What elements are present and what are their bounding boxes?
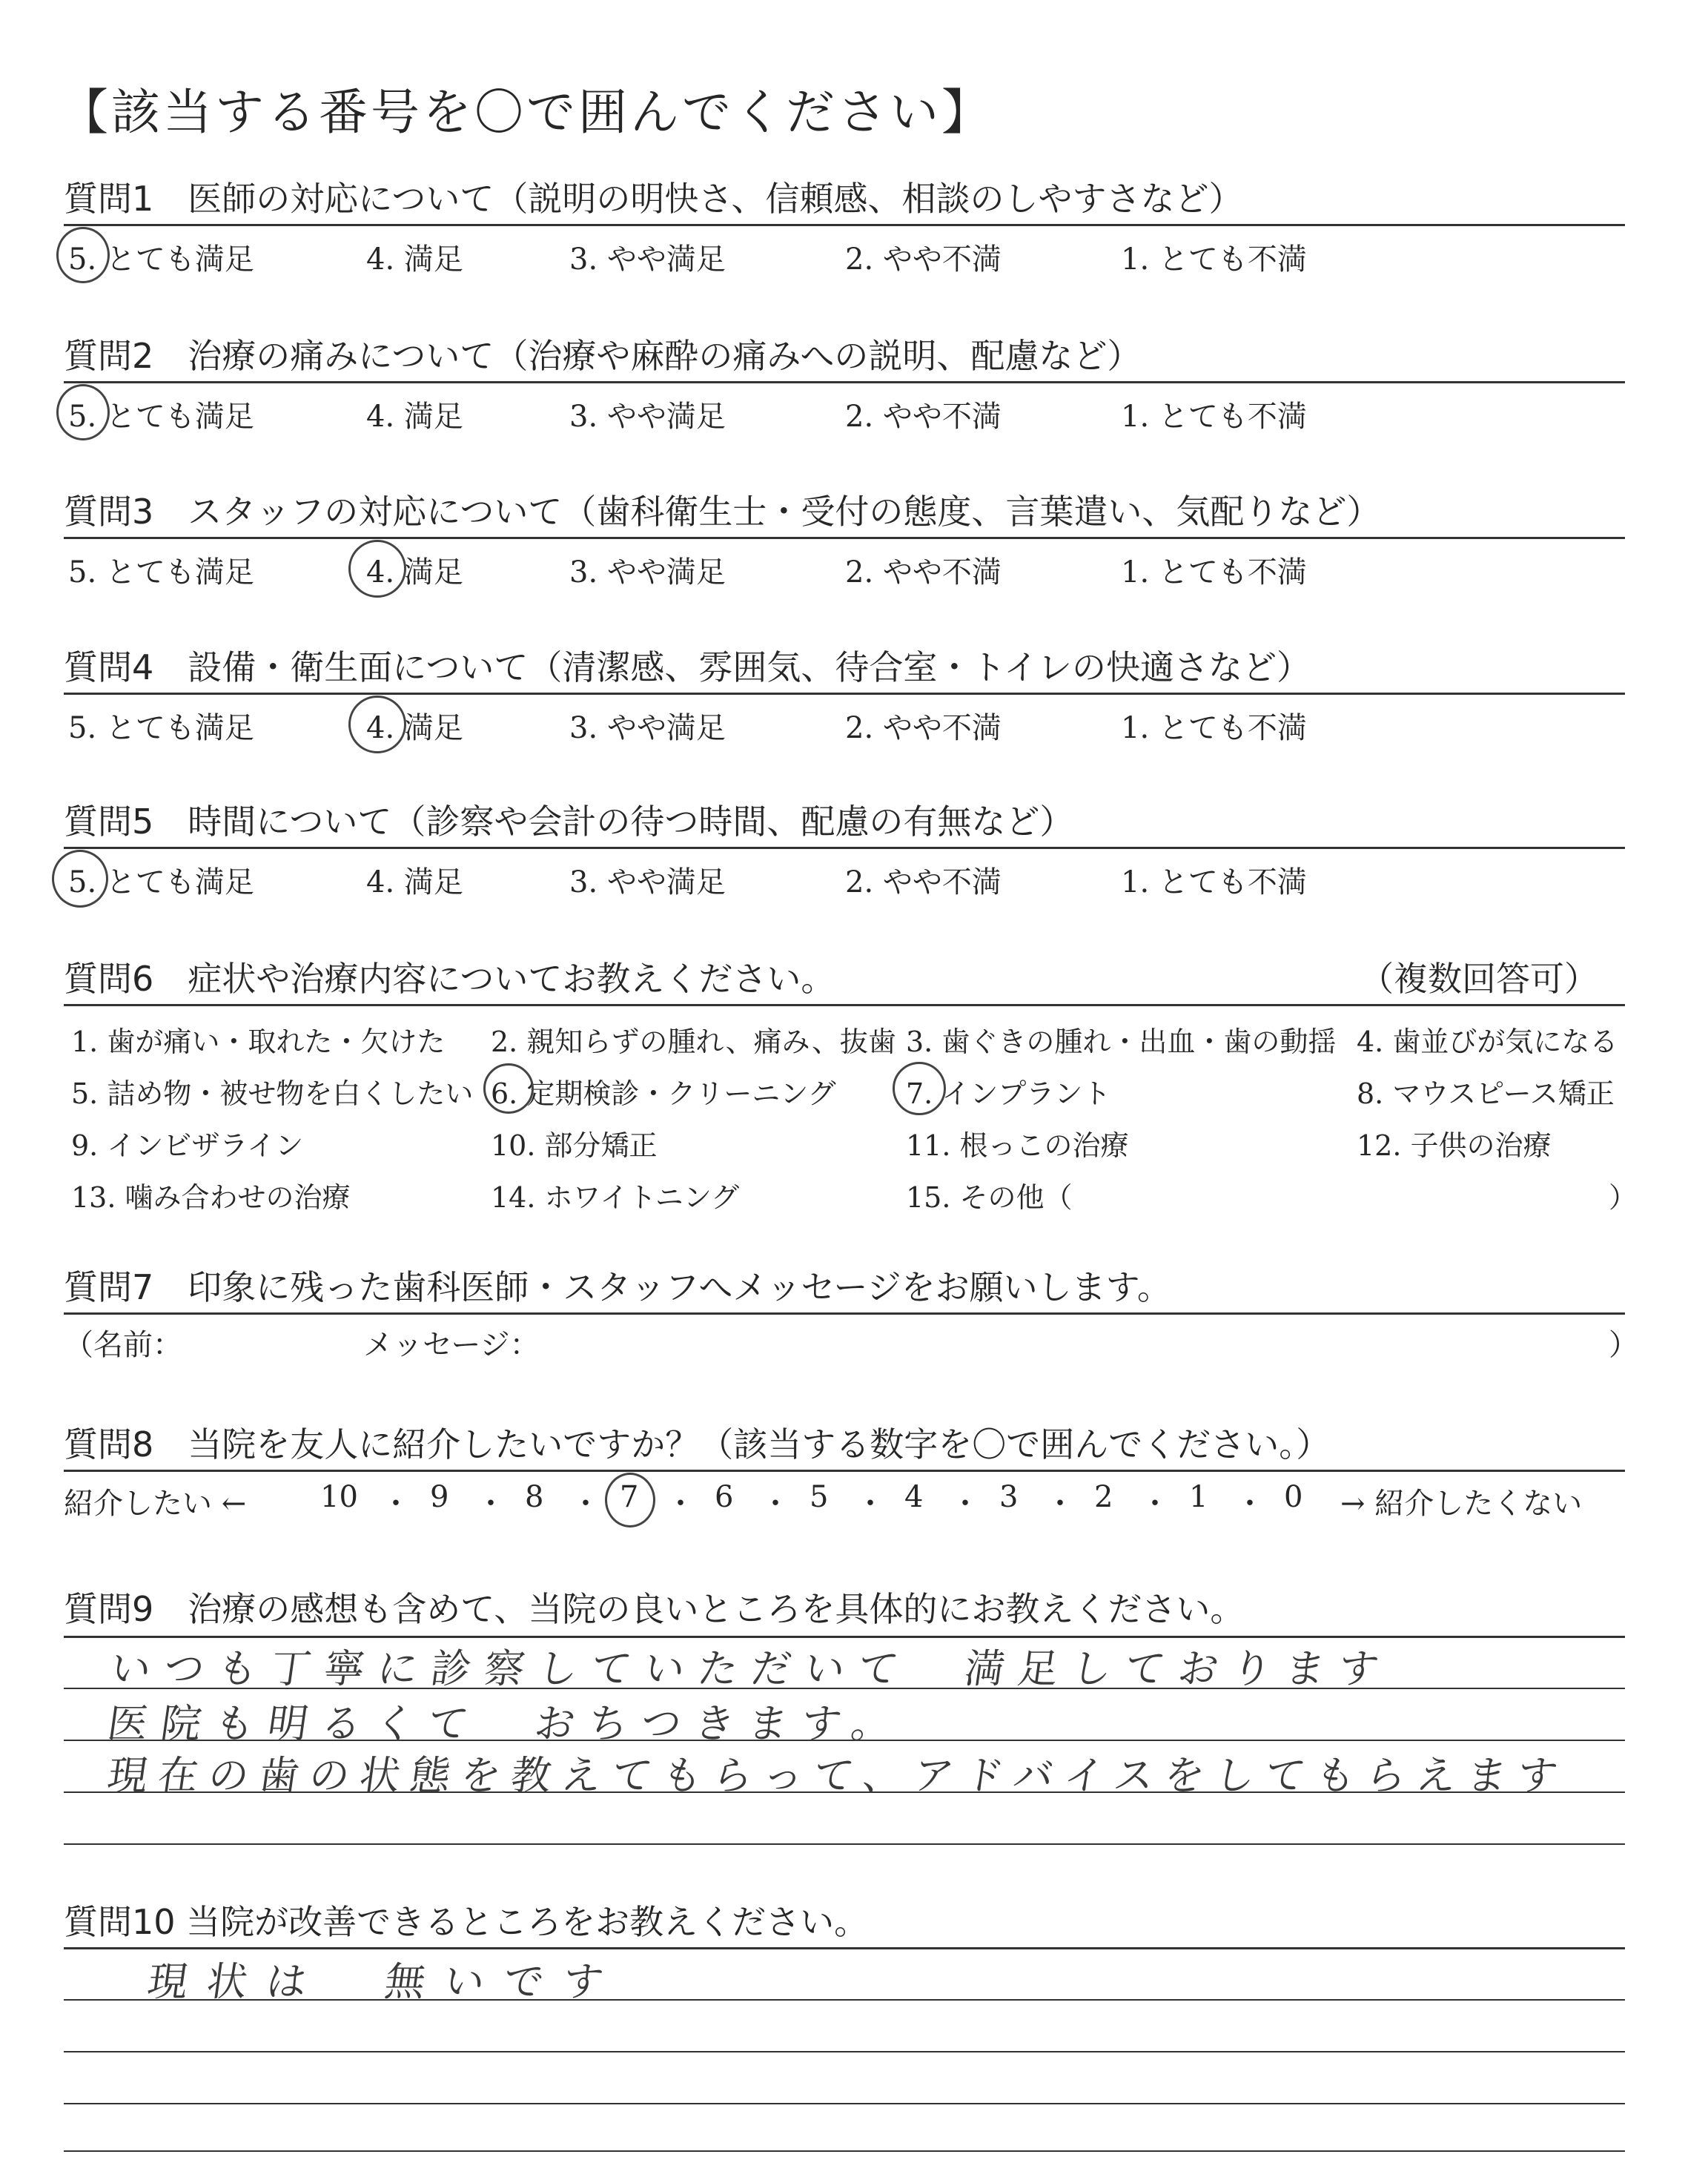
q6-item-6[interactable]: 6. 定期検診・クリーニング (491, 1077, 836, 1110)
q1-option-4[interactable]: 4. 満足 (366, 242, 463, 277)
q6-other-close: ） (1609, 1181, 1638, 1214)
q6-item-12[interactable]: 12. 子供の治療 (1357, 1129, 1552, 1162)
q6-item-10[interactable]: 10. 部分矯正 (491, 1129, 658, 1162)
q5-option-2[interactable]: 2. やや不満 (845, 865, 1002, 899)
q1-selection-circle (56, 227, 110, 283)
q6-item-2[interactable]: 2. 親知らずの腫れ、痛み、抜歯 (491, 1025, 896, 1058)
q8-scale-dot: ・ (571, 1487, 600, 1521)
q3-heading: 質問3 スタッフの対応について（歯科衛生士・受付の態度、言葉遣い、気配りなど） (64, 492, 1381, 532)
q3-selection-circle (348, 540, 406, 598)
q6-selection-circle-7 (893, 1062, 946, 1115)
q7-heading: 質問7 印象に残った歯科医師・スタッフへメッセージをお願いします。 (64, 1267, 1171, 1307)
q1-option-2[interactable]: 2. やや不満 (845, 242, 1002, 277)
q8-scale-8[interactable]: 8 (525, 1480, 544, 1514)
q8-scale-9[interactable]: 9 (430, 1480, 449, 1514)
q6-item-1[interactable]: 1. 歯が痛い・取れた・欠けた (71, 1025, 446, 1058)
q6-rule (64, 1004, 1625, 1006)
q8-heading: 質問8 当院を友人に紹介したいですか？（該当する数字を〇で囲んでください。） (64, 1424, 1331, 1464)
q7-rule (64, 1312, 1625, 1315)
q6-item-9[interactable]: 9. インビザライン (71, 1129, 304, 1162)
q6-item-13[interactable]: 13. 噛み合わせの治療 (71, 1181, 351, 1214)
q7-close: ） (1609, 1328, 1638, 1362)
q6-item-15[interactable]: 15. その他（ (906, 1181, 1073, 1214)
q3-option-1[interactable]: 1. とても不満 (1121, 555, 1307, 589)
q9-answer-line-3: 現在の歯の状態を教えてもらって、アドバイスをしてもらえます (105, 1752, 1572, 1799)
q4-heading: 質問4 設備・衛生面について（清潔感、雰囲気、待合室・トイレの快適さなど） (64, 647, 1311, 687)
q3-rule (64, 537, 1625, 539)
q2-option-1[interactable]: 1. とても不満 (1121, 400, 1307, 434)
q5-option-5[interactable]: 5. とても満足 (68, 865, 254, 899)
q2-option-5[interactable]: 5. とても満足 (68, 400, 254, 434)
q8-scale-4[interactable]: 4 (904, 1480, 924, 1514)
q2-option-3[interactable]: 3. やや満足 (569, 400, 726, 434)
q10-line-5 (64, 2150, 1625, 2152)
q8-scale-dot: ・ (855, 1487, 885, 1521)
q7-name-label: （名前： (64, 1328, 182, 1362)
q2-rule (64, 381, 1625, 383)
q2-option-4[interactable]: 4. 満足 (366, 400, 463, 434)
q3-option-5[interactable]: 5. とても満足 (68, 555, 254, 589)
q6-heading: 質問6 症状や治療内容についてお教えください。 (64, 959, 835, 999)
q6-selection-circle-6 (483, 1063, 534, 1114)
q10-line-1 (64, 1947, 1625, 1949)
q5-option-3[interactable]: 3. やや満足 (569, 865, 726, 899)
page-title: 【該当する番号を〇で囲んでください】 (59, 84, 993, 141)
q4-selection-circle (348, 696, 406, 753)
q5-heading: 質問5 時間について（診察や会計の待つ時間、配慮の有無など） (64, 802, 1074, 842)
q2-selection-circle (56, 384, 110, 440)
q6-item-3[interactable]: 3. 歯ぐきの腫れ・出血・歯の動揺 (906, 1025, 1337, 1058)
q6-multiple-answer-note: （複数回答可） (1360, 959, 1598, 999)
q3-option-4[interactable]: 4. 満足 (366, 555, 463, 589)
q4-option-2[interactable]: 2. やや不満 (845, 711, 1002, 745)
q8-scale-dot: ・ (950, 1487, 980, 1521)
q10-line-4 (64, 2103, 1625, 2104)
q8-left-label: 紹介したい ← (64, 1487, 247, 1521)
q4-option-3[interactable]: 3. やや満足 (569, 711, 726, 745)
q1-option-5[interactable]: 5. とても満足 (68, 242, 254, 277)
q8-scale-10[interactable]: 10 (320, 1480, 358, 1514)
q8-scale-2[interactable]: 2 (1094, 1480, 1113, 1514)
q8-scale-0[interactable]: 0 (1284, 1480, 1303, 1514)
q8-right-label: → 紹介したくない (1340, 1487, 1583, 1521)
q4-rule (64, 693, 1625, 695)
q10-answer-line-1: 現状は 無いです (145, 1958, 626, 2005)
q2-option-2[interactable]: 2. やや不満 (845, 400, 1002, 434)
q8-scale-7[interactable]: 7 (620, 1480, 639, 1514)
q8-scale-3[interactable]: 3 (999, 1480, 1019, 1514)
q1-option-1[interactable]: 1. とても不満 (1121, 242, 1307, 277)
q8-scale-6[interactable]: 6 (715, 1480, 734, 1514)
q8-scale-5[interactable]: 5 (810, 1480, 829, 1514)
q8-scale-dot: ・ (1235, 1487, 1265, 1521)
q6-item-14[interactable]: 14. ホワイトニング (491, 1181, 740, 1214)
q6-item-5[interactable]: 5. 詰め物・被せ物を白くしたい (71, 1077, 474, 1110)
q1-rule (64, 224, 1625, 226)
q8-selection-circle (605, 1473, 655, 1527)
q8-scale-dot: ・ (476, 1487, 506, 1521)
q2-heading: 質問2 治療の痛みについて（治療や麻酔の痛みへの説明、配慮など） (64, 336, 1142, 376)
q1-heading: 質問1 医師の対応について（説明の明快さ、信頼感、相談のしやすさなど） (64, 179, 1243, 219)
q3-option-2[interactable]: 2. やや不満 (845, 555, 1002, 589)
q8-rule (64, 1470, 1625, 1472)
q5-option-4[interactable]: 4. 満足 (366, 865, 463, 899)
q3-option-3[interactable]: 3. やや満足 (569, 555, 726, 589)
q9-answer-line-1: いつも丁寧に診察していただいて 満足しております (107, 1645, 1395, 1692)
q8-scale-dot: ・ (761, 1487, 790, 1521)
q7-message-label: メッセージ： (363, 1328, 540, 1362)
q1-option-3[interactable]: 3. やや満足 (569, 242, 726, 277)
q10-heading: 質問10 当院が改善できるところをお教えください。 (64, 1902, 869, 1942)
q8-scale-dot: ・ (381, 1487, 411, 1521)
q6-item-7[interactable]: 7. インプラント (906, 1077, 1111, 1110)
q6-item-11[interactable]: 11. 根っこの治療 (906, 1129, 1129, 1162)
q5-selection-circle (52, 850, 108, 908)
q9-answer-line-2: 医院も明るくて おちつきます。 (105, 1700, 909, 1747)
q10-line-3 (64, 2051, 1625, 2052)
q6-item-8[interactable]: 8. マウスピース矯正 (1357, 1077, 1615, 1110)
q8-scale-dot: ・ (1045, 1487, 1075, 1521)
q5-rule (64, 847, 1625, 849)
q8-scale-dot: ・ (666, 1487, 695, 1521)
q4-option-5[interactable]: 5. とても満足 (68, 711, 254, 745)
q9-heading: 質問9 治療の感想も含めて、当院の良いところを具体的にお教えください。 (64, 1589, 1245, 1629)
q8-scale-dot: ・ (1140, 1487, 1170, 1521)
q8-scale-1[interactable]: 1 (1189, 1480, 1208, 1514)
q4-option-1[interactable]: 1. とても不満 (1121, 711, 1307, 745)
q5-option-1[interactable]: 1. とても不満 (1121, 865, 1307, 899)
q9-line-5 (64, 1843, 1625, 1845)
q6-item-4[interactable]: 4. 歯並びが気になる (1357, 1025, 1618, 1058)
q4-option-4[interactable]: 4. 満足 (366, 711, 463, 745)
